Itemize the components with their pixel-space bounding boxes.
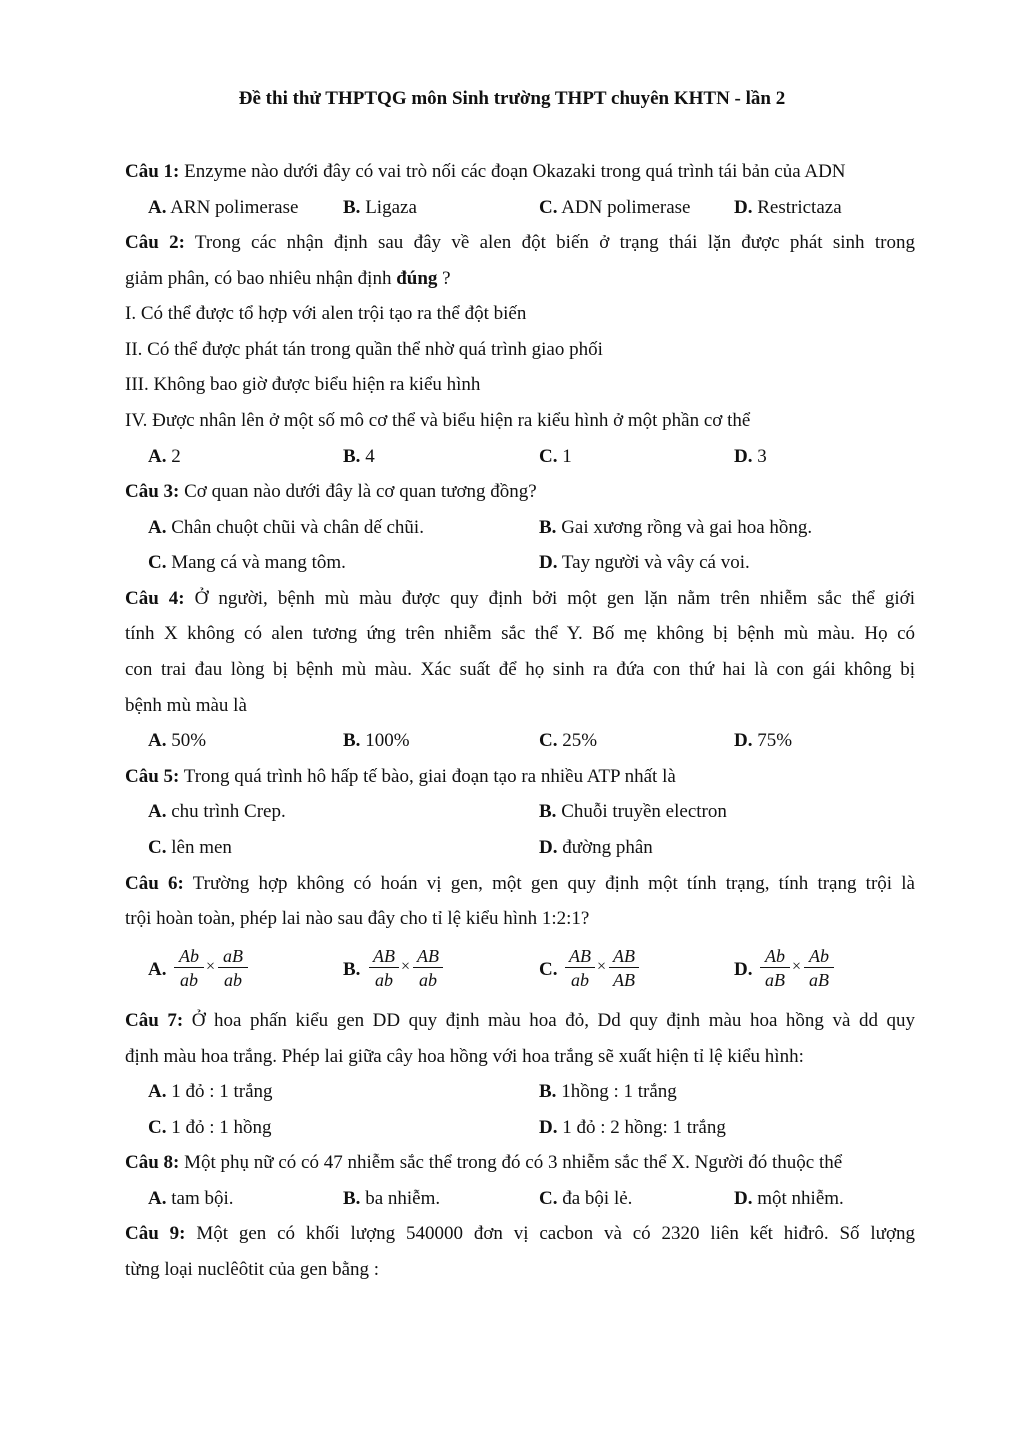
option-label: A. [148, 1188, 167, 1209]
question-label: Câu 1: [125, 161, 180, 182]
question-7-line-2: định màu hoa trắng. Phép lai giữa cây hoa hồng với hoa trắng sẽ xuất hiện tỉ lệ kiểu hình: [125, 1046, 804, 1067]
option-label: A. [148, 446, 167, 467]
question-text: Ở người, bệnh mù màu được quy định bởi một gen lặn nằm trên nhiễm sắc thể giới [194, 588, 915, 609]
q2-option-b [343, 445, 375, 469]
fraction-denominator: AB [613, 970, 635, 990]
q5-option-b [539, 800, 727, 824]
question-2 [125, 231, 915, 255]
q6-option-a [148, 945, 258, 993]
q6-option-b [343, 945, 453, 993]
question-label: Câu 9: [125, 1223, 186, 1244]
option-text: 4 [365, 446, 375, 467]
q7-option-c [148, 1116, 272, 1140]
option-text: đa bội lẻ. [562, 1188, 633, 1209]
q3-option-a [148, 516, 424, 540]
statement-3: III. Không bao giờ được biểu hiện ra kiểu hình [125, 374, 481, 395]
option-text: ADN polimerase [561, 197, 691, 218]
genotype-fraction [369, 945, 399, 990]
q3-option-c [148, 551, 346, 575]
option-label: B. [539, 801, 557, 822]
times-sign: × [597, 958, 607, 975]
fraction-numerator: Ab [804, 945, 834, 968]
option-label: B. [343, 730, 361, 751]
question-2-line-2 [125, 267, 915, 291]
option-text: 1 đỏ : 2 hồng: 1 trắng [562, 1117, 726, 1138]
question-text: Enzyme nào dưới đây có vai trò nối các đoạn Okazaki trong quá trình tái bản của ADN [184, 161, 846, 182]
fraction-denominator: ab [375, 970, 393, 990]
option-label: D. [734, 730, 753, 751]
option-label: C. [539, 1188, 558, 1209]
q7-option-b [539, 1080, 677, 1104]
option-text: 1 đỏ : 1 trắng [171, 1081, 273, 1102]
q2-option-d [734, 445, 767, 469]
option-text: Chân chuột chũi và chân dế chũi. [171, 517, 424, 538]
option-text: Restrictaza [757, 197, 842, 218]
question-label: Câu 5: [125, 766, 180, 787]
q1-option-a [148, 196, 298, 220]
option-text: Ligaza [365, 197, 417, 218]
genotype-fraction [609, 945, 639, 990]
question-9 [125, 1222, 915, 1246]
q4-option-c [539, 729, 597, 753]
q4-option-d [734, 729, 792, 753]
question-5 [125, 765, 915, 789]
option-label: A. [148, 959, 167, 980]
option-text: Chuỗi truyền electron [561, 801, 727, 822]
genotype-fraction [760, 945, 790, 990]
fraction-numerator: AB [565, 945, 595, 968]
option-text: 75% [757, 730, 793, 751]
q5-option-c [148, 836, 232, 860]
question-text: Cơ quan nào dưới đây là cơ quan tương đồng? [184, 481, 537, 502]
q8-option-a [148, 1187, 234, 1211]
option-label: C. [539, 197, 558, 218]
fraction-denominator: ab [419, 970, 437, 990]
genotype-fraction [804, 945, 834, 990]
option-text: một nhiễm. [757, 1188, 844, 1209]
option-label: A. [148, 1081, 167, 1102]
option-text: Tay người và vây cá voi. [561, 552, 750, 573]
option-text: ba nhiễm. [365, 1188, 441, 1209]
statement-4: IV. Được nhân lên ở một số mô cơ thể và biểu hiện ra kiểu hình ở một phần cơ thể [125, 410, 751, 431]
q6-option-d [734, 945, 844, 993]
q8-option-c [539, 1187, 632, 1211]
question-text: Trường hợp không có hoán vị gen, một gen quy định một tính trạng, tính trạng trội là [192, 873, 915, 894]
fraction-numerator: AB [609, 945, 639, 968]
question-4 [125, 587, 915, 611]
q1-option-c [539, 196, 690, 220]
option-label: C. [539, 446, 558, 467]
genotype-fraction [565, 945, 595, 990]
q8-option-b [343, 1187, 440, 1211]
question-text: giảm phân, có bao nhiêu nhận định [125, 268, 397, 289]
emphasis-word: đúng [396, 268, 438, 289]
question-6-line-2: trội hoàn toàn, phép lai nào sau đây cho tỉ lệ kiểu hình 1:2:1? [125, 908, 590, 929]
genotype-fraction [218, 945, 248, 990]
option-label: D. [539, 552, 558, 573]
option-text: chu trình Crep. [171, 801, 286, 822]
option-label: B. [343, 1188, 361, 1209]
option-text: lên men [171, 837, 232, 858]
option-text: 25% [562, 730, 598, 751]
question-label: Câu 6: [125, 873, 184, 894]
question-6 [125, 872, 915, 896]
option-label: D. [539, 837, 558, 858]
q8-option-d [734, 1187, 844, 1211]
option-text: 50% [171, 730, 207, 751]
times-sign: × [792, 958, 802, 975]
q2-option-a [148, 445, 181, 469]
question-label: Câu 3: [125, 481, 180, 502]
question-text: Ở hoa phấn kiểu gen DD quy định màu hoa đỏ, Dd quy định màu hoa hồng và dd quy [191, 1010, 915, 1031]
q5-option-a [148, 800, 286, 824]
option-text: 3 [757, 446, 767, 467]
q4-option-a [148, 729, 206, 753]
q4-option-b [343, 729, 410, 753]
option-label: D. [539, 1117, 558, 1138]
option-text: ARN polimerase [170, 197, 299, 218]
q1-option-b [343, 196, 417, 220]
option-label: A. [148, 197, 167, 218]
option-label: A. [148, 801, 167, 822]
q3-option-d [539, 551, 750, 575]
q5-option-d [539, 836, 653, 860]
option-text: 100% [365, 730, 410, 751]
fraction-numerator: Ab [174, 945, 204, 968]
question-label: Câu 4: [125, 588, 185, 609]
option-label: B. [539, 517, 557, 538]
fraction-numerator: AB [369, 945, 399, 968]
question-7 [125, 1009, 915, 1033]
option-text: đường phân [562, 837, 653, 858]
genotype-fraction [174, 945, 204, 990]
question-4-line-4: bệnh mù màu là [125, 695, 247, 716]
fraction-numerator: aB [218, 945, 248, 968]
option-text: 1hồng : 1 trắng [561, 1081, 677, 1102]
option-label: B. [343, 197, 361, 218]
q6-option-c [539, 945, 649, 993]
option-label: B. [539, 1081, 557, 1102]
question-text: Trong quá trình hô hấp tế bào, giai đoạn tạo ra nhiều ATP nhất là [183, 766, 676, 787]
q2-option-c [539, 445, 572, 469]
option-text: 1 đỏ : 1 hồng [171, 1117, 272, 1138]
q1-option-d [734, 196, 842, 220]
times-sign: × [206, 958, 216, 975]
question-label: Câu 2: [125, 232, 185, 253]
option-label: B. [343, 446, 361, 467]
q7-option-a [148, 1080, 273, 1104]
option-text: 1 [562, 446, 572, 467]
fraction-numerator: Ab [760, 945, 790, 968]
question-text: Một phụ nữ có có 47 nhiễm sắc thể trong đó có 3 nhiễm sắc thể X. Người đó thuộc thể [184, 1152, 843, 1173]
option-label: C. [148, 837, 167, 858]
question-4-line-2: tính X không có alen tương ứng trên nhiễm sắc thể Y. Bố mẹ không bị bệnh mù màu. Họ có [125, 623, 915, 644]
option-label: D. [734, 197, 753, 218]
option-label: C. [539, 730, 558, 751]
fraction-denominator: aB [765, 970, 785, 990]
question-4-line-3: con trai đau lòng bị bệnh mù màu. Xác suất để họ sinh ra đứa con thứ hai là con gái không bị [125, 659, 915, 680]
page-title: Đề thi thử THPTQG môn Sinh trường THPT chuyên KHTN - lần 2 [238, 88, 786, 109]
question-text: Một gen có khối lượng 540000 đơn vị cacbon và có 2320 liên kết hiđrô. Số lượng [196, 1223, 915, 1244]
option-label: A. [148, 517, 167, 538]
fraction-denominator: ab [571, 970, 589, 990]
question-label: Câu 7: [125, 1010, 184, 1031]
fraction-denominator: aB [809, 970, 829, 990]
fraction-denominator: ab [224, 970, 242, 990]
option-text: 2 [171, 446, 181, 467]
genotype-fraction [413, 945, 443, 990]
question-1 [125, 160, 915, 184]
option-text: tam bội. [171, 1188, 234, 1209]
question-9-line-2: từng loại nuclêôtit của gen bằng : [125, 1259, 380, 1280]
fraction-denominator: ab [180, 970, 198, 990]
option-label: C. [539, 959, 558, 980]
option-text: Mang cá và mang tôm. [171, 552, 346, 573]
q7-option-d [539, 1116, 726, 1140]
statement-2: II. Có thể được phát tán trong quần thể nhờ quá trình giao phối [125, 339, 603, 360]
statement-1: I. Có thể được tổ hợp với alen trội tạo ra thể đột biến [125, 303, 527, 324]
question-text: ? [437, 268, 451, 289]
question-text: Trong các nhận định sau đây về alen đột biến ở trạng thái lặn được phát sinh trong [194, 232, 915, 253]
q3-option-b [539, 516, 812, 540]
option-label: C. [148, 552, 167, 573]
option-label: D. [734, 959, 753, 980]
option-label: D. [734, 446, 753, 467]
option-text: Gai xương rồng và gai hoa hồng. [561, 517, 813, 538]
option-label: C. [148, 1117, 167, 1138]
times-sign: × [401, 958, 411, 975]
option-label: B. [343, 959, 361, 980]
question-label: Câu 8: [125, 1152, 180, 1173]
question-8 [125, 1151, 915, 1175]
fraction-numerator: AB [413, 945, 443, 968]
question-3 [125, 480, 915, 504]
option-label: D. [734, 1188, 753, 1209]
option-label: A. [148, 730, 167, 751]
